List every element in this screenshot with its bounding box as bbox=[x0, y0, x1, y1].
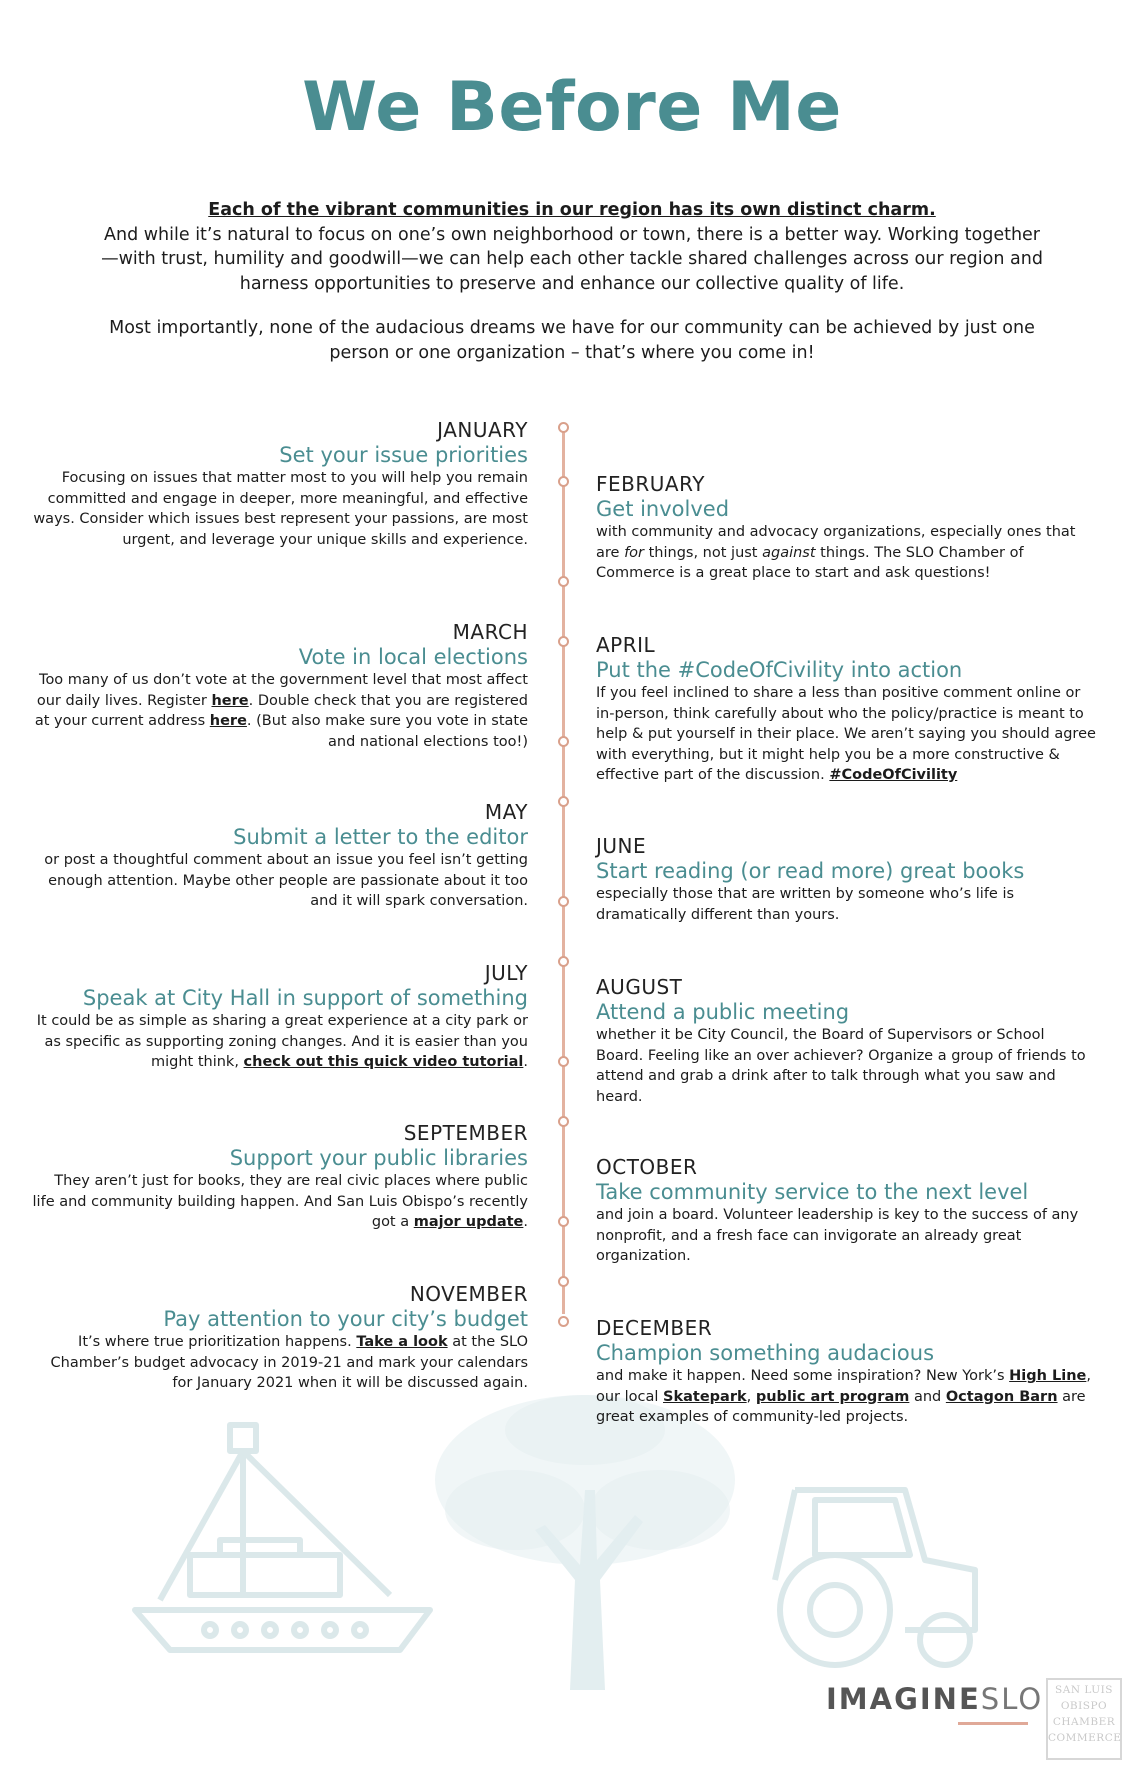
month-heading: Start reading (or read more) great books bbox=[596, 859, 1025, 883]
month-label: APRIL bbox=[596, 633, 656, 657]
month-heading: Pay attention to your city’s budget bbox=[163, 1307, 528, 1331]
month-label: OCTOBER bbox=[596, 1155, 698, 1179]
timeline-dot bbox=[558, 636, 569, 647]
timeline-dot bbox=[558, 896, 569, 907]
month-description: and make it happen. Need some inspiration? New York’s High Line, our local Skatepark, public art program and Octagon Barn are great examples of community-led projects. bbox=[596, 1368, 1091, 1425]
month-label: JANUARY bbox=[437, 418, 528, 442]
month-heading: Take community service to the next level bbox=[596, 1180, 1029, 1204]
month-april bbox=[596, 633, 1096, 786]
month-description: and join a board. Volunteer leadership is key to the success of any nonprofit, and a fresh face can invigorate an already great organization. bbox=[596, 1207, 1079, 1264]
month-august bbox=[596, 975, 1096, 1107]
timeline-dot bbox=[558, 576, 569, 587]
month-may bbox=[28, 800, 528, 912]
month-november bbox=[28, 1282, 528, 1394]
month-label: NOVEMBER bbox=[409, 1282, 528, 1306]
month-heading: Speak at City Hall in support of something bbox=[82, 986, 528, 1010]
register-link[interactable]: here bbox=[211, 692, 249, 709]
octagon-barn-link[interactable]: Octagon Barn bbox=[945, 1388, 1058, 1405]
month-description: especially those that are written by someone who’s life is dramatically different than yours. bbox=[596, 886, 1015, 923]
timeline-dot bbox=[558, 1276, 569, 1287]
timeline-dot bbox=[558, 956, 569, 967]
month-label: AUGUST bbox=[596, 975, 683, 999]
month-january bbox=[28, 418, 528, 550]
month-label: SEPTEMBER bbox=[403, 1121, 528, 1145]
month-label: MAY bbox=[484, 800, 528, 824]
take-a-look-link[interactable]: Take a look bbox=[356, 1334, 448, 1350]
month-description: Focusing on issues that matter most to you will help you remain committed and engage in deeper, more meaningful, and effective ways. Consider which issues best represent your passions, are most urgent, and leverage your unique skills and experience. bbox=[33, 470, 528, 548]
month-label: FEBRUARY bbox=[596, 472, 705, 496]
timeline-dot bbox=[558, 1056, 569, 1067]
timeline-dot bbox=[558, 1116, 569, 1127]
timeline-dot bbox=[558, 1216, 569, 1227]
month-label: MARCH bbox=[452, 620, 528, 644]
timeline-dot bbox=[558, 736, 569, 747]
month-description: If you feel inclined to share a less than positive comment online or in-person, think carefully about who the policy/practice is meant to help & put yourself in their place. We aren’t saying you should agree with everything, but it might help you be a more constructive & effective part of the discussion. #CodeOfCivility bbox=[596, 685, 1096, 783]
month-description: Too many of us don’t vote at the government level that most affect our daily lives. Register here. Double check that you are registered at your current address here. (But also make sure you vote in state and national elections too!) bbox=[34, 672, 528, 750]
timeline-dot bbox=[558, 796, 569, 807]
timeline-dot bbox=[558, 1316, 569, 1327]
code-of-civility-link[interactable]: #CodeOfCivility bbox=[829, 767, 958, 783]
slo-chamber-logo: SAN LUIS OBISPO CHAMBER COMMERCE bbox=[1046, 1678, 1122, 1760]
month-march bbox=[28, 620, 528, 752]
month-september bbox=[28, 1121, 528, 1233]
month-label: JULY bbox=[484, 961, 528, 985]
month-description: with community and advocacy organizations, especially ones that are for things, not just against things. The SLO Chamber of Commerce is a great place to start and ask questions! bbox=[596, 524, 1076, 581]
month-heading: Champion something audacious bbox=[596, 1341, 935, 1365]
month-october bbox=[596, 1155, 1096, 1267]
month-december bbox=[596, 1316, 1096, 1428]
tractor-illustration bbox=[755, 1480, 985, 1670]
month-description: They aren’t just for books, they are real civic places where public life and community building happen. And San Luis Obispo’s recently got a major update. bbox=[32, 1173, 528, 1230]
intro-closing: Most importantly, none of the audacious dreams we have for our community can be achieved by just one person or one organization – that’s where you come in! bbox=[109, 318, 1035, 363]
month-heading: Vote in local elections bbox=[298, 645, 528, 669]
month-heading: Support your public libraries bbox=[229, 1146, 528, 1170]
month-heading: Put the #CodeOfCivility into action bbox=[596, 658, 963, 682]
month-heading: Get involved bbox=[596, 497, 730, 521]
imagine-slo-logo: IMAGINESLO bbox=[826, 1682, 1044, 1716]
month-july bbox=[28, 961, 528, 1073]
month-description: whether it be City Council, the Board of Supervisors or School Board. Feeling like an over achiever? Organize a group of friends to attend and grab a drink after to talk through what you saw and heard. bbox=[596, 1027, 1086, 1105]
skatepark-link[interactable]: Skatepark bbox=[663, 1388, 747, 1405]
intro-lead: Each of the vibrant communities in our region has its own distinct charm. bbox=[208, 200, 936, 220]
tree-illustration bbox=[415, 1390, 755, 1690]
public-art-program-link[interactable]: public art program bbox=[755, 1388, 910, 1405]
month-description: It could be as simple as sharing a great experience at a city park or as specific as supporting zoning changes. And it is easier than you might think, check out this quick video tutorial. bbox=[36, 1013, 528, 1070]
month-heading: Attend a public meeting bbox=[596, 1000, 850, 1024]
month-february bbox=[596, 472, 1096, 584]
video-tutorial-link[interactable]: check out this quick video tutorial bbox=[243, 1054, 524, 1070]
month-june bbox=[596, 834, 1096, 925]
month-label: DECEMBER bbox=[596, 1316, 713, 1340]
major-update-link[interactable]: major update bbox=[413, 1214, 524, 1230]
high-line-link[interactable]: High Line bbox=[1009, 1368, 1087, 1384]
month-label: JUNE bbox=[596, 834, 647, 858]
month-description: or post a thoughtful comment about an issue you feel isn’t getting enough attention. Maybe other people are passionate about it too and it will spark conversation. bbox=[44, 852, 528, 909]
intro-body: And while it’s natural to focus on one’s own neighborhood or town, there is a better way. Working together—with trust, humility and goodwill—we can help each other tackle shared challenges across our region and harness opportunities to preserve and enhance our collective quality of life. bbox=[101, 224, 1043, 294]
sailboat-illustration bbox=[130, 1420, 450, 1660]
intro bbox=[100, 198, 1044, 365]
timeline-dot bbox=[558, 422, 569, 433]
timeline-dot bbox=[558, 476, 569, 487]
logo-underline bbox=[958, 1722, 1028, 1725]
page-title: We Before Me bbox=[302, 68, 842, 147]
timeline-line bbox=[562, 426, 565, 1314]
month-heading: Set your issue priorities bbox=[279, 443, 528, 467]
month-heading: Submit a letter to the editor bbox=[233, 825, 528, 849]
month-description: It’s where true prioritization happens. Take a look at the SLO Chamber’s budget advocacy in 2019-21 and mark your calendars for January 2021 when it will be discussed again. bbox=[50, 1334, 528, 1391]
check-registration-link[interactable]: here bbox=[209, 713, 247, 729]
